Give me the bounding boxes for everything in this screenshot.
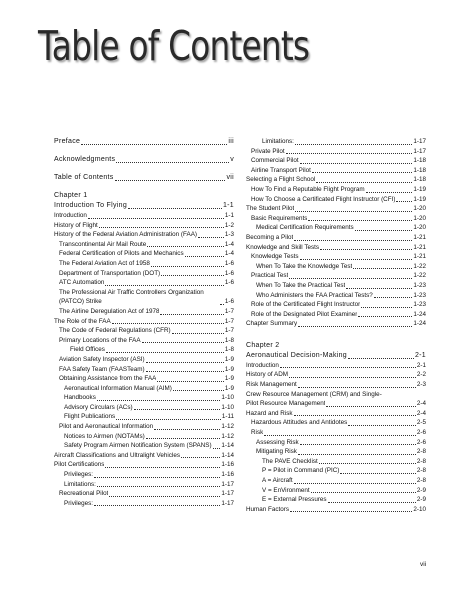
toc-entry[interactable]: When To Take the Practical Test 1-23 — [256, 281, 426, 289]
toc-entry[interactable]: Risk 2-6 — [251, 429, 426, 437]
toc-column-left — [54, 137, 234, 508]
toc-entry[interactable]: Pilot and Aeronautical Information 1-12 — [59, 423, 234, 431]
toc-entry[interactable]: Knowledge and Skill Tests 1-21 — [246, 243, 426, 251]
toc-entry[interactable]: Handbooks 1-10 — [64, 394, 234, 402]
toc-entry-preface[interactable]: Preface iii — [54, 138, 234, 145]
toc-entry[interactable]: Private Pilot 1-17 — [251, 147, 426, 155]
toc-entry[interactable]: Advisory Circulars (ACs) 1-10 — [64, 403, 234, 411]
toc-entry[interactable]: Primary Locations of the FAA 1-8 — [59, 336, 234, 344]
toc-entry[interactable]: Knowledge Tests 1-21 — [251, 253, 426, 261]
toc-entry[interactable]: The PAVE Checklist 2-8 — [262, 457, 426, 465]
toc-entry[interactable]: Notices to Airmen (NOTAMs) 1-12 — [64, 432, 234, 440]
toc-entry[interactable]: Basic Requirements 1-20 — [251, 214, 426, 222]
toc-entry[interactable]: Mitigating Risk 2-8 — [256, 448, 426, 456]
toc-entry[interactable]: The Federal Aviation Act of 1958 1-6 — [59, 259, 234, 267]
toc-entry-acknowledgments[interactable]: Acknowledgments v — [54, 156, 234, 163]
toc-entry[interactable]: The Student Pilot 1-20 — [246, 205, 426, 213]
toc-entry[interactable]: How To Find a Reputable Flight Program 1-19 — [251, 185, 426, 193]
toc-entry[interactable]: Becoming a Pilot 1-21 — [246, 233, 426, 241]
toc-entry[interactable]: Privileges: 1-16 — [64, 471, 234, 479]
toc-entry[interactable]: V = EnVironment 2-9 — [262, 486, 426, 494]
toc-entry[interactable]: ATC Automation 1-6 — [59, 279, 234, 287]
toc-entry[interactable]: Introduction 1-1 — [54, 212, 234, 219]
toc-entry[interactable]: The Role of the FAA 1-7 — [54, 317, 234, 325]
toc-entry[interactable]: The Airline Deregulation Act of 1978 1-7 — [59, 307, 234, 315]
toc-entry[interactable]: E = External Pressures 2-9 — [262, 496, 426, 504]
toc-entry[interactable]: Field Offices 1-8 — [70, 346, 234, 354]
toc-entry[interactable]: Recreational Pilot 1-17 — [59, 490, 234, 498]
toc-entry[interactable]: History of ADM 2-2 — [246, 371, 426, 379]
toc-entry[interactable]: Transcontinental Air Mail Route 1-4 — [59, 240, 234, 248]
toc-entry[interactable]: Pilot Certifications 1-16 — [54, 461, 234, 469]
toc-entry[interactable]: How To Choose a Certificated Flight Instructor (CFI) 1-19 — [251, 195, 426, 203]
chapter-heading: Chapter 2 — [246, 341, 280, 349]
toc-entry[interactable]: When To Take the Knowledge Test 1-22 — [256, 262, 426, 270]
toc-entry[interactable]: A = Aircraft 2-8 — [262, 477, 426, 484]
toc-entry[interactable]: Assessing Risk 2-6 — [256, 438, 426, 446]
toc-entry[interactable]: Role of the Designated Pilot Examiner 1-24 — [251, 310, 426, 318]
toc-entry[interactable]: Hazardous Attitudes and Antidotes 2-5 — [251, 419, 426, 427]
toc-entry[interactable]: Who Administers the FAA Practical Tests? 1-23 — [256, 291, 426, 299]
toc-entry[interactable]: Commercial Pilot 1-18 — [251, 157, 426, 165]
toc-column-right — [246, 137, 426, 514]
toc-entry[interactable]: Airline Transport Pilot 1-18 — [251, 166, 426, 174]
toc-entry[interactable]: Limitations: 1-17 — [64, 480, 234, 488]
toc-entry[interactable]: Chapter Summary 1-24 — [246, 320, 426, 328]
toc-chapter-title[interactable]: Introduction To Flying 1-1 — [54, 202, 234, 209]
toc-entry[interactable]: Hazard and Risk 2-4 — [246, 409, 426, 417]
toc-entry[interactable]: Privileges: 1-17 — [64, 499, 234, 507]
toc-entry[interactable]: Practical Test 1-22 — [251, 272, 426, 280]
toc-entry[interactable]: P = Pilot in Command (PIC) 2-8 — [262, 467, 426, 475]
page-title: Table of Contents — [38, 22, 310, 70]
toc-entry[interactable]: The Code of Federal Regulations (CFR) 1-7 — [59, 327, 234, 335]
toc-entry[interactable]: Department of Transportation (DOT) 1-6 — [59, 269, 234, 277]
toc-entry[interactable]: Aircraft Classifications and Ultralight Vehicles 1-14 — [54, 451, 234, 459]
toc-entry[interactable]: Human Factors 2-10 — [246, 505, 426, 513]
toc-entry[interactable]: Limitations: 1-17 — [262, 138, 426, 145]
toc-entry[interactable]: Medical Certification Requirements 1-20 — [256, 224, 426, 232]
toc-entry[interactable]: Introduction 2-1 — [246, 361, 426, 369]
toc-entry[interactable]: Risk Management 2-3 — [246, 381, 426, 389]
toc-entry[interactable]: FAA Safety Team (FAASTeam) 1-9 — [59, 365, 234, 373]
toc-entry[interactable]: Flight Publications 1-11 — [64, 413, 234, 421]
toc-entry[interactable]: Aviation Safety Inspector (ASI) 1-9 — [59, 355, 234, 363]
toc-entry[interactable]: Obtaining Assistance from the FAA 1-9 — [59, 375, 234, 383]
toc-entry-continued[interactable]: Crew Resource Management (CRM) and Single- — [246, 390, 382, 398]
page-number: vii — [420, 561, 427, 568]
toc-chapter-title[interactable]: Aeronautical Decision-Making 2-1 — [246, 351, 426, 359]
toc-entry[interactable]: Selecting a Flight School 1-18 — [246, 176, 426, 184]
toc-entry[interactable]: Aeronautical Information Manual (AIM) 1-9 — [64, 384, 234, 392]
toc-entry-table-of-contents[interactable]: Table of Contents vii — [54, 174, 234, 181]
toc-entry[interactable]: The Professional Air Traffic Controllers Organization (PATCO) Strike 1-6 — [59, 288, 234, 306]
toc-entry[interactable]: History of Flight 1-2 — [54, 221, 234, 229]
chapter-heading: Chapter 1 — [54, 192, 88, 199]
toc-entry[interactable]: Role of the Certificated Flight Instructor 1-23 — [251, 301, 426, 309]
toc-entry[interactable]: Safety Program Airmen Notification System (SPANS) 1-14 — [64, 442, 234, 450]
toc-entry[interactable]: Federal Certification of Pilots and Mechanics 1-4 — [59, 250, 234, 258]
toc-entry[interactable]: Pilot Resource Management 2-4 — [246, 400, 426, 408]
toc-entry[interactable]: History of the Federal Aviation Administration (FAA) 1-3 — [54, 231, 234, 239]
